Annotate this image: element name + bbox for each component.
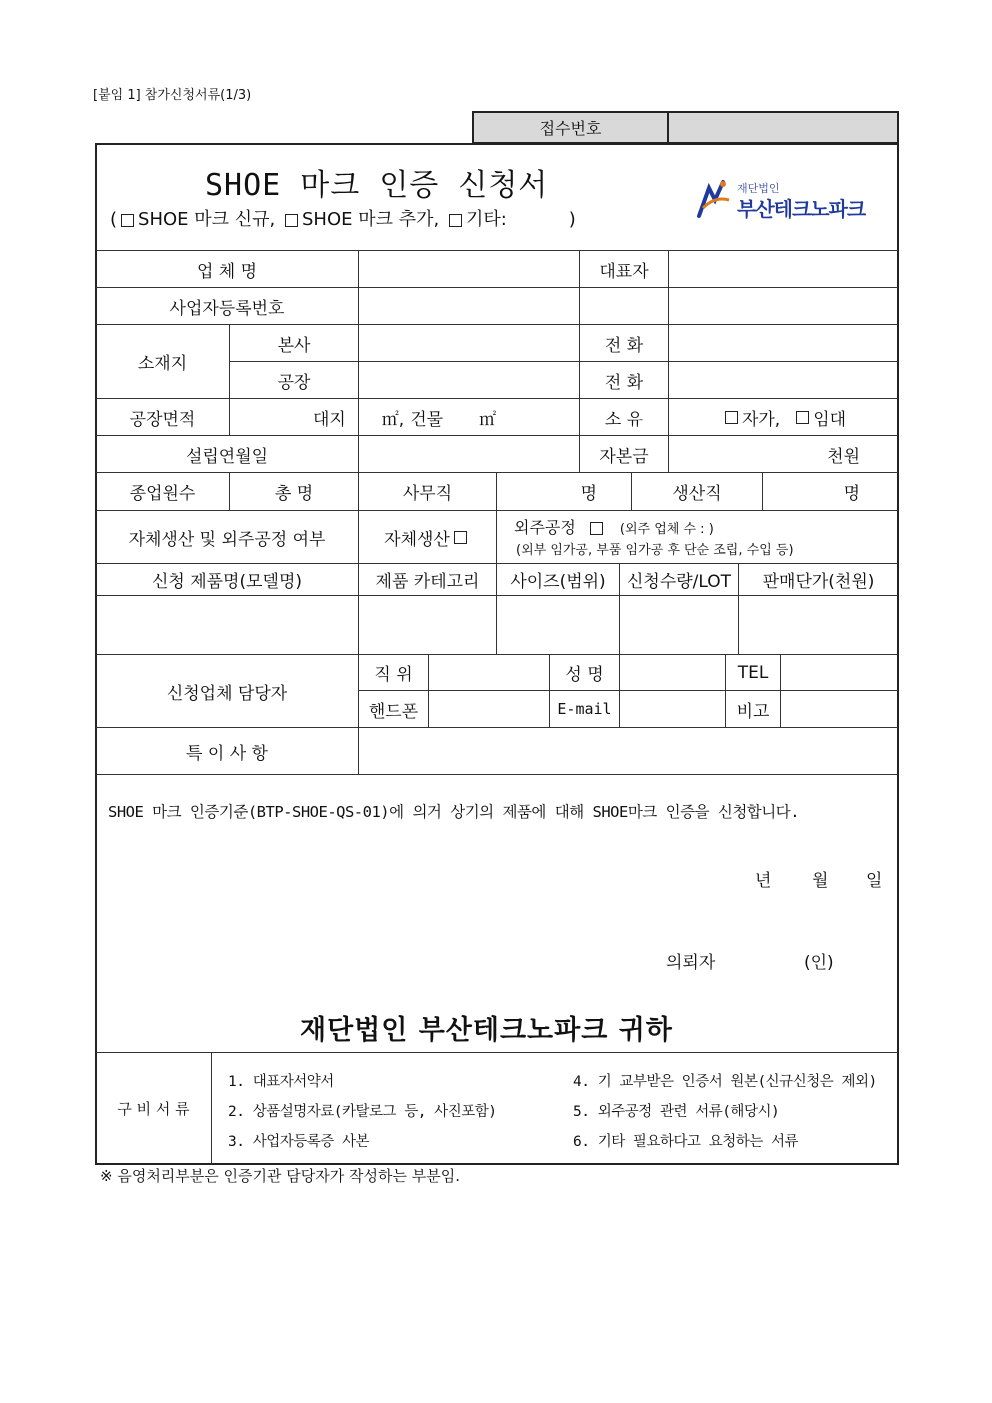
position-field[interactable] <box>429 655 549 690</box>
tel-label: TEL <box>737 662 769 683</box>
client-label: 의뢰자 <box>666 953 716 973</box>
document-item: 2. 상품설명자료(카탈로그 등, 사진포함) <box>228 1104 497 1120</box>
lease-label: 임대 <box>813 409 847 430</box>
date-day: 일 <box>866 871 883 891</box>
ownership-label: 소 유 <box>604 409 644 430</box>
capital-field[interactable] <box>669 436 898 472</box>
self-production-option <box>359 511 496 563</box>
mobile-field[interactable] <box>429 691 549 727</box>
capital-label: 자본금 <box>599 446 649 467</box>
new-checkbox[interactable] <box>121 214 134 227</box>
documents-label: 구 비 서 류 <box>117 1099 190 1118</box>
receipt-number-field[interactable] <box>668 112 898 143</box>
office-staff-field[interactable] <box>497 473 631 510</box>
production-staff-field[interactable] <box>763 473 898 510</box>
ownership-options <box>669 399 898 435</box>
email-label: E-mail <box>557 700 612 718</box>
location-label: 소재지 <box>137 354 188 374</box>
capital-unit: 천원 <box>827 446 860 467</box>
name-field[interactable] <box>620 655 725 690</box>
phone-field-1[interactable] <box>669 325 898 361</box>
building-label: 건물 <box>410 409 444 430</box>
outsource-count[interactable]: (외주 업체 수 : ) <box>619 522 714 537</box>
declaration-text: SHOE 마크 인증기준(BTP-SHOE-QS-01)에 의거 상기의 제품에 대해 SHOE마크 인증을 신청합니다. <box>108 803 800 821</box>
footnote: ※ 음영처리부분은 인증기관 담당자가 작성하는 부분임. <box>100 1167 460 1185</box>
office-staff-label: 사무직 <box>402 484 453 504</box>
tel-field[interactable] <box>781 655 898 690</box>
representative-label: 대표자 <box>599 261 649 282</box>
date-year: 년 <box>755 871 772 891</box>
mobile-label: 핸드폰 <box>368 701 419 722</box>
document-item: 4. 기 교부받은 인증서 원본(신규신청은 제외) <box>573 1074 877 1090</box>
factory-area-field[interactable] <box>230 399 579 435</box>
product-category-field[interactable] <box>359 596 496 654</box>
own-label: 자가, <box>741 409 781 430</box>
technopark-emblem-icon <box>693 178 737 220</box>
factory-label: 공장 <box>277 372 311 393</box>
form-subtitle <box>110 205 576 231</box>
employees-label: 종업원수 <box>129 484 196 504</box>
self-production-checkbox[interactable] <box>454 531 467 544</box>
product-name-header: 신청 제품명(모델명) <box>151 572 303 592</box>
subtitle-opt-other: 기타: <box>465 209 507 230</box>
receipt-number-label: 접수번호 <box>473 112 668 143</box>
land-unit: ㎡, <box>381 409 405 430</box>
building-unit: ㎡ <box>479 409 497 430</box>
form-title: SHOE 마크 인증 신청서 <box>205 168 549 203</box>
outsource-checkbox[interactable] <box>590 522 603 535</box>
contact-label: 신청업체 담당자 <box>166 683 288 704</box>
subtitle-opt-add: SHOE 마크 추가, <box>301 209 440 230</box>
outsource-option <box>514 515 714 538</box>
remarks-field[interactable] <box>781 691 898 727</box>
total-employees-field[interactable]: 총 명 <box>274 484 314 504</box>
head-office-field[interactable] <box>359 325 579 361</box>
document-item: 5. 외주공정 관련 서류(해당시) <box>573 1104 780 1120</box>
subtitle-opt-new: SHOE 마크 신규, <box>138 209 276 230</box>
quantity-lot-field[interactable] <box>620 596 738 654</box>
special-notes-field[interactable] <box>359 728 898 774</box>
lease-checkbox[interactable] <box>796 411 809 424</box>
established-label: 설립연월일 <box>185 446 269 467</box>
document-item: 6. 기타 필요하다고 요청하는 서류 <box>573 1134 798 1150</box>
business-reg-label: 사업자등록번호 <box>169 298 285 319</box>
other-checkbox[interactable] <box>449 214 462 227</box>
business-reg-field[interactable] <box>359 288 898 324</box>
head-office-label: 본사 <box>277 335 311 356</box>
production-staff-unit: 명 <box>843 484 860 504</box>
logo-foundation-label: 재단법인 <box>737 182 780 195</box>
document-item: 3. 사업자등록증 사본 <box>228 1134 369 1150</box>
add-checkbox[interactable] <box>285 214 298 227</box>
document-item: 1. 대표자서약서 <box>228 1074 334 1090</box>
email-field[interactable] <box>620 691 725 727</box>
own-checkbox[interactable] <box>725 411 738 424</box>
outsource-note: (외부 임가공, 부품 임가공 후 단순 조립, 수입 등) <box>516 543 794 558</box>
company-name-label: 업 체 명 <box>196 261 258 282</box>
company-name-field[interactable] <box>359 251 579 287</box>
phone-label-1: 전 화 <box>604 335 644 356</box>
unit-price-header: 판매단가(천원) <box>762 572 875 592</box>
self-production-label: 자체생산 <box>384 529 450 550</box>
land-label: 대지 <box>312 409 346 430</box>
self-outsource-label: 자체생산 및 외주공정 여부 <box>128 529 326 550</box>
position-label: 직 위 <box>374 665 413 685</box>
phone-label-2: 전 화 <box>604 372 644 393</box>
logo-name: 부산테크노파크 <box>737 197 866 221</box>
quantity-lot-header: 신청수량/LOT <box>626 572 732 592</box>
office-staff-unit: 명 <box>580 484 597 504</box>
attachment-note: [붙임 1] 참가신청서류(1/3) <box>93 88 252 103</box>
date-month: 월 <box>812 871 829 891</box>
factory-field[interactable] <box>359 362 579 398</box>
subtitle-open: ( <box>110 209 118 230</box>
size-range-header: 사이즈(범위) <box>510 572 606 592</box>
phone-field-2[interactable] <box>669 362 898 398</box>
addressee: 재단법인 부산테크노파크 귀하 <box>300 1015 673 1046</box>
remarks-label: 비고 <box>736 701 770 722</box>
product-name-field[interactable] <box>96 596 358 654</box>
size-range-field[interactable] <box>497 596 619 654</box>
outsource-label: 외주공정 <box>514 518 576 537</box>
seal-mark[interactable]: (인) <box>804 953 834 973</box>
unit-price-field[interactable] <box>739 596 898 654</box>
name-label: 성 명 <box>565 665 604 685</box>
established-field[interactable] <box>359 436 579 472</box>
factory-area-label: 공장면적 <box>129 409 196 430</box>
receipt-number-table <box>472 111 899 144</box>
special-notes-label: 특 이 사 항 <box>186 743 268 764</box>
representative-field[interactable] <box>669 251 898 287</box>
product-category-header: 제품 카테고리 <box>375 572 480 592</box>
subtitle-close: ) <box>568 209 576 230</box>
production-staff-label: 생산직 <box>672 484 722 504</box>
